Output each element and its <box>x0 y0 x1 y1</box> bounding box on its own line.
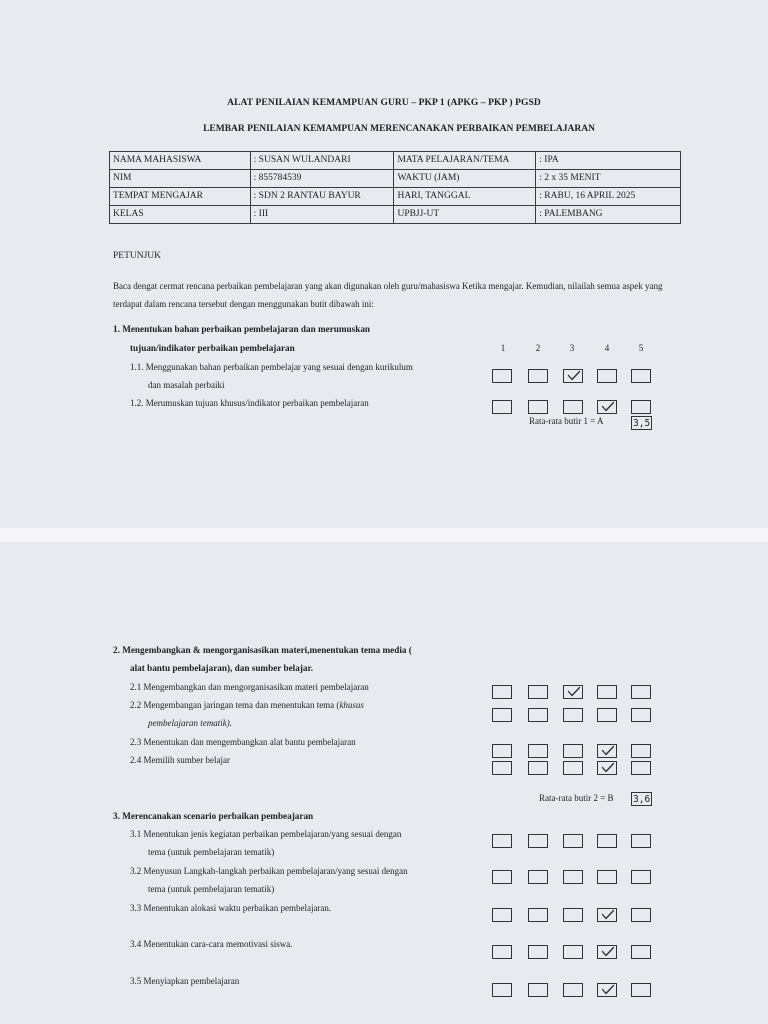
rating-box-2-4-5[interactable] <box>631 761 651 775</box>
rating-box-3-2-3[interactable] <box>563 870 583 884</box>
table-cell: : IPA <box>536 152 681 170</box>
table-cell: HARI, TANGGAL <box>394 188 536 206</box>
item-3-2: 3.2 Menyusun Langkah-langkah perbaikan pembelajaran/yang sesuai dengan <box>130 866 408 876</box>
item-3-5: 3.5 Menyiapkan pembelajaran <box>130 976 240 986</box>
rating-box-2-1-2[interactable] <box>528 685 548 699</box>
rating-box-1-2-2[interactable] <box>528 400 548 414</box>
section-1-title-cont: tujuan/indikator perbaikan pembelajaran <box>130 343 295 353</box>
table-cell: TEMPAT MENGAJAR <box>110 188 251 206</box>
table-cell: : III <box>250 206 394 224</box>
item-2-4: 2.4 Memilih sumber belajar <box>130 755 230 765</box>
rating-box-2-3-1[interactable] <box>492 744 512 758</box>
rating-box-2-4-2[interactable] <box>528 761 548 775</box>
rating-box-2-1-5[interactable] <box>631 685 651 699</box>
table-cell: : SDN 2 RANTAU BAYUR <box>250 188 394 206</box>
rating-box-3-1-2[interactable] <box>528 834 548 848</box>
rating-box-2-3-2[interactable] <box>528 744 548 758</box>
rating-box-3-4-5[interactable] <box>631 945 651 959</box>
rating-box-3-1-1[interactable] <box>492 834 512 848</box>
average-label-a: Rata-rata butir 1 = A <box>529 416 604 426</box>
table-cell: : 855784539 <box>250 170 394 188</box>
rating-box-3-4-2[interactable] <box>528 945 548 959</box>
table-row <box>110 170 681 188</box>
rating-box-2-2-3[interactable] <box>563 708 583 722</box>
scale-label-1: 1 <box>500 343 506 353</box>
table-cell: : 2 x 35 MENIT <box>536 170 681 188</box>
rating-box-3-3-3[interactable] <box>563 908 583 922</box>
item-1-1: 1.1. Menggunakan bahan perbaikan pembelajar yang sesuai dengan kurikulum <box>130 362 413 372</box>
rating-box-3-1-3[interactable] <box>563 834 583 848</box>
item-2-2: 2.2 Mengembangan jaringan tema dan menentukan tema (khusus <box>130 700 364 710</box>
checkmark-icon <box>601 401 615 413</box>
checkmark-icon <box>601 909 615 921</box>
identity-table <box>109 151 681 224</box>
rating-box-1-2-3[interactable] <box>563 400 583 414</box>
rating-box-1-2-5[interactable] <box>631 400 651 414</box>
rating-box-2-1-1[interactable] <box>492 685 512 699</box>
rating-box-3-5-4[interactable] <box>597 983 617 997</box>
item-2-1: 2.1 Mengembangkan dan mengorganisasikan materi pembelajaran <box>130 682 369 692</box>
item-1-1-cont: dan masalah perbaiki <box>148 380 225 390</box>
item-3-1-cont: tema (untuk pembelajaran tematik) <box>148 847 275 857</box>
rating-box-2-4-1[interactable] <box>492 761 512 775</box>
rating-box-1-2-1[interactable] <box>492 400 512 414</box>
section-2-title-cont: alat bantu pembelajaran), dan sumber belajar. <box>130 663 313 673</box>
page-bottom-sheet <box>0 542 768 1024</box>
rating-box-3-5-5[interactable] <box>631 983 651 997</box>
table-cell: : RABU, 16 APRIL 2025 <box>536 188 681 206</box>
rating-box-1-2-4[interactable] <box>597 400 617 414</box>
rating-box-2-4-4[interactable] <box>597 761 617 775</box>
rating-box-2-3-5[interactable] <box>631 744 651 758</box>
table-row <box>110 206 681 224</box>
rating-box-2-2-2[interactable] <box>528 708 548 722</box>
table-cell: : PALEMBANG <box>536 206 681 224</box>
instructions-text: Baca dengat cermat rencana perbaikan pembelajaran yang akan digunakan oleh guru/mahasiswa Ketika mengajar. Kemudian, nilailah semua aspek yang terdapat dalam rencana tersebut dengan menggunakan butit dibawah ini: <box>113 281 663 309</box>
average-label-b: Rata-rata butir 2 = B <box>539 793 614 803</box>
rating-box-3-3-1[interactable] <box>492 908 512 922</box>
rating-box-3-1-4[interactable] <box>597 834 617 848</box>
instructions-heading: PETUNJUK <box>113 251 162 261</box>
page-gap <box>0 528 768 542</box>
scale-label-5: 5 <box>638 343 644 353</box>
item-1-2: 1.2. Merumuskan tujuan khusus/indikator perbaikan pembelajaran <box>130 398 369 408</box>
table-cell: WAKTU (JAM) <box>394 170 536 188</box>
rating-box-1-1-5[interactable] <box>631 369 651 383</box>
scale-label-4: 4 <box>604 343 610 353</box>
checkmark-icon <box>567 686 581 698</box>
rating-box-2-2-4[interactable] <box>597 708 617 722</box>
checkmark-icon <box>601 984 615 996</box>
table-cell: NIM <box>110 170 251 188</box>
rating-box-3-3-5[interactable] <box>631 908 651 922</box>
rating-box-3-2-4[interactable] <box>597 870 617 884</box>
rating-box-1-1-2[interactable] <box>528 369 548 383</box>
table-row <box>110 188 681 206</box>
rating-box-1-1-4[interactable] <box>597 369 617 383</box>
item-2-3: 2.3 Menentukan dan mengembangkan alat bantu pembelajaran <box>130 737 356 747</box>
rating-box-3-4-3[interactable] <box>563 945 583 959</box>
item-3-1: 3.1 Menentukan jenis kegiatan perbaikan pembelajaran/yang sesuai dengan <box>130 829 402 839</box>
table-row <box>110 152 681 170</box>
checkmark-icon <box>567 370 581 382</box>
form-subtitle: LEMBAR PENILAIAN KEMAMPUAN MERENCANAKAN PERBAIKAN PEMBELAJARAN <box>203 124 595 134</box>
item-3-4: 3.4 Menentukan cara-cara memotivasi siswa. <box>130 939 293 949</box>
average-value-a: 3,5 <box>633 418 651 429</box>
rating-box-3-2-5[interactable] <box>631 870 651 884</box>
rating-box-3-1-5[interactable] <box>631 834 651 848</box>
section-2-title: 2. Mengembangkan & mengorganisasikan materi,menentukan tema media ( <box>113 645 412 655</box>
table-cell: KELAS <box>110 206 251 224</box>
average-value-b: 3,6 <box>633 794 651 805</box>
section-1-title: 1. Menentukan bahan perbaikan pembelajaran dan merumuskan <box>113 324 371 334</box>
item-3-3: 3.3 Menentukan alokasi waktu perbaikan pembelajaran. <box>130 903 332 913</box>
rating-box-2-2-5[interactable] <box>631 708 651 722</box>
rating-box-3-4-4[interactable] <box>597 945 617 959</box>
rating-box-1-1-1[interactable] <box>492 369 512 383</box>
table-cell: UPBJJ-UT <box>394 206 536 224</box>
table-cell: MATA PELAJARAN/TEMA <box>394 152 536 170</box>
rating-box-3-2-1[interactable] <box>492 870 512 884</box>
rating-box-2-3-4[interactable] <box>597 744 617 758</box>
rating-box-2-3-3[interactable] <box>563 744 583 758</box>
rating-box-3-2-2[interactable] <box>528 870 548 884</box>
scale-label-3: 3 <box>569 343 575 353</box>
rating-box-3-5-1[interactable] <box>492 983 512 997</box>
table-cell: NAMA MAHASISWA <box>110 152 251 170</box>
rating-box-1-1-3[interactable] <box>563 369 583 383</box>
checkmark-icon <box>601 762 615 774</box>
rating-box-2-4-3[interactable] <box>563 761 583 775</box>
section-3-title: 3. Merencanakan scenario perbaikan pembeajaran <box>113 811 314 821</box>
item-2-2-cont: pembelajaran tematik). <box>148 718 232 728</box>
rating-box-3-3-4[interactable] <box>597 908 617 922</box>
table-cell: : SUSAN WULANDARI <box>250 152 394 170</box>
rating-box-3-5-3[interactable] <box>563 983 583 997</box>
rating-box-3-5-2[interactable] <box>528 983 548 997</box>
scale-label-2: 2 <box>535 343 541 353</box>
item-3-2-cont: tema (untuk pembelajaran tematik) <box>148 884 275 894</box>
rating-box-2-2-1[interactable] <box>492 708 512 722</box>
rating-box-3-4-1[interactable] <box>492 945 512 959</box>
form-title: ALAT PENILAIAN KEMAMPUAN GURU – PKP 1 (APKG – PKP ) PGSD <box>227 98 541 108</box>
rating-box-2-1-3[interactable] <box>563 685 583 699</box>
checkmark-icon <box>601 745 615 757</box>
checkmark-icon <box>601 946 615 958</box>
rating-box-2-1-4[interactable] <box>597 685 617 699</box>
rating-box-3-3-2[interactable] <box>528 908 548 922</box>
